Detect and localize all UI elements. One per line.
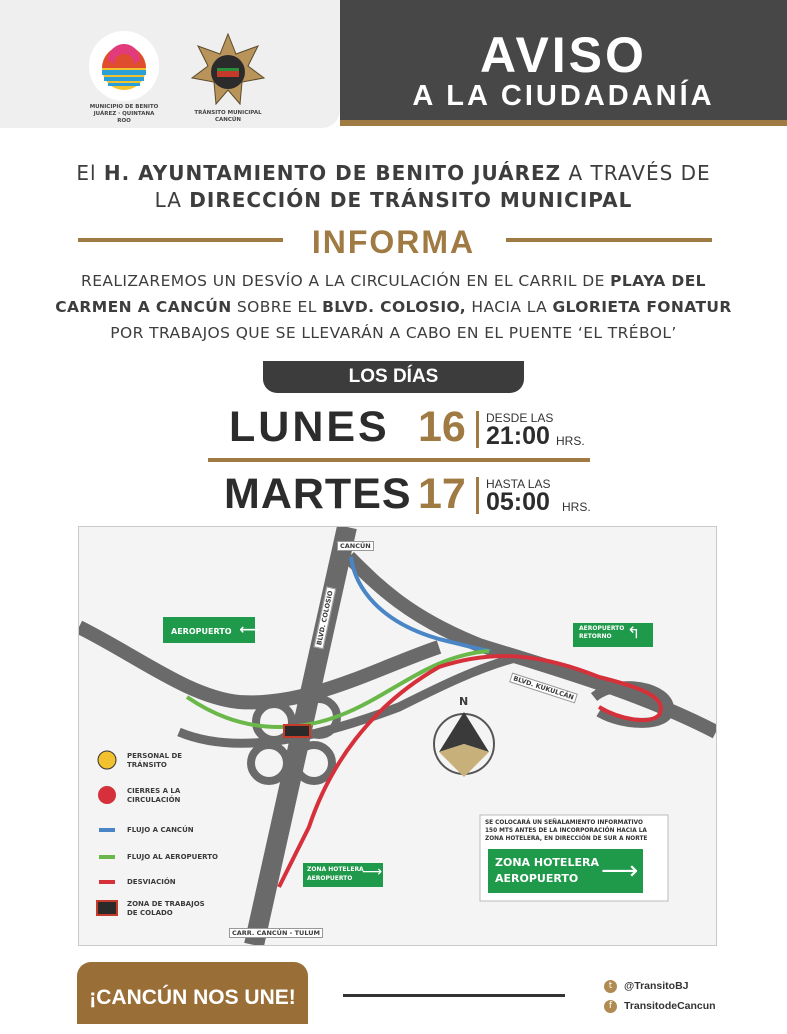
label-kukulcan: BLVD. KUKULCÁN [509, 673, 578, 704]
label-tulum: CARR. CANCÚN - TULUM [229, 928, 323, 938]
tuesday-hrs: HRS. [562, 500, 591, 514]
arrow-left-icon: ⟵ [239, 622, 260, 638]
legend-cone-icon [98, 786, 116, 804]
info-sign: ZONA HOTELERA AEROPUERTO [495, 856, 599, 885]
compass-n: N [459, 695, 469, 708]
tuesday-until-label: HASTA LAS [486, 477, 551, 491]
legend-work-zone [97, 901, 117, 915]
transito-logo-text: TRÁNSITO MUNICIPAL CANCÚN [194, 110, 262, 123]
body-line-2: CARMEN A CANCÚN SOBRE EL BLVD. COLOSIO, HACIA LA GLORIETA FONATUR [55, 298, 732, 316]
facebook-handle[interactable]: TransitodeCancun [624, 1000, 716, 1012]
body-line-3: POR TRABAJOS QUE SE LLEVARÁN A CABO EN EL PUENTE ‘EL TRÉBOL’ [110, 324, 677, 342]
legend-officer-icon [98, 751, 116, 769]
tuesday-divider [476, 477, 479, 514]
sign-zona-hotelera: ZONA HOTELERA AEROPUERTO [307, 866, 364, 882]
intro-line-2: LA DIRECCIÓN DE TRÁNSITO MUNICIPAL [154, 188, 633, 212]
monday-divider [476, 411, 479, 448]
page-subtitle: A LA CIUDADANÍA [412, 80, 715, 112]
body-line-1: REALIZAREMOS UN DESVÍO A LA CIRCULACIÓN EN EL CARRIL DE PLAYA DEL [81, 272, 706, 290]
u-turn-icon: ↰ [627, 623, 641, 642]
legend-item-cancun: FLUJO A CANCÚN [127, 826, 194, 834]
date-17: 17 [418, 470, 466, 518]
legend-item-closure: CIERRES A LA CIRCULACIÓN [127, 787, 181, 804]
label-colosio: BLVD. COLOSIO [314, 587, 337, 649]
info-arrow-right-icon: ⟶ [601, 856, 639, 886]
day-tuesday: MARTES [224, 470, 412, 518]
monday-from-label: DESDE LAS [486, 411, 554, 425]
legend-item-airport: FLUJO AL AEROPUERTO [127, 853, 218, 861]
intro-line-1: El H. AYUNTAMIENTO DE BENITO JUÁREZ A TRAVÉS DE [76, 161, 711, 185]
days-rule [208, 458, 590, 462]
twitter-icon: t [604, 980, 617, 993]
twitter-handle[interactable]: @TransitoBJ [624, 980, 689, 992]
informa-heading: INFORMA [311, 224, 476, 260]
date-16: 16 [418, 403, 466, 451]
sign-retorno: AEROPUERTO RETORNO [579, 625, 625, 640]
header-logo-panel [0, 0, 340, 128]
footer-line [343, 994, 565, 997]
monday-time: 21:00 [486, 422, 550, 450]
municipio-logo-icon [88, 30, 160, 102]
work-zone-marker [284, 725, 310, 737]
dias-label: LOS DÍAS [263, 361, 524, 393]
legend-item-officer: PERSONAL DE TRÁNSITO [127, 752, 183, 769]
info-box-text: SE COLOCARÁ UN SEÑALAMIENTO INFORMATIVO 150 MTS ANTES DE LA INCORPORACIÓN HACIA LA ZONA HOTELERA, EN DIRECCIÓN DE SUR A NORTE [485, 820, 648, 842]
facebook-icon: f [604, 1000, 617, 1013]
header-gold-line [340, 120, 787, 126]
municipio-logo-text: MUNICIPIO DE BENITO JUÁREZ · QUINTANA ROO [89, 104, 159, 124]
page-title: AVISO [480, 27, 647, 83]
transito-badge-icon [190, 32, 266, 108]
legend-item-detour: DESVIACIÓN [127, 878, 176, 886]
compass-icon [434, 712, 494, 777]
sign-aeropuerto: AEROPUERTO ⟵ [171, 622, 260, 638]
label-cancun: CANCÚN [337, 541, 374, 551]
monday-hrs: HRS. [556, 434, 585, 448]
day-monday: LUNES [229, 403, 390, 451]
tuesday-time: 05:00 [486, 488, 550, 516]
arrow-right-icon: ⟶ [362, 864, 383, 880]
detour-map [78, 526, 717, 946]
slogan-badge: ¡CANCÚN NOS UNE! [77, 962, 308, 1024]
legend-item-work-zone: ZONA DE TRABAJOS DE COLADO [127, 900, 205, 917]
